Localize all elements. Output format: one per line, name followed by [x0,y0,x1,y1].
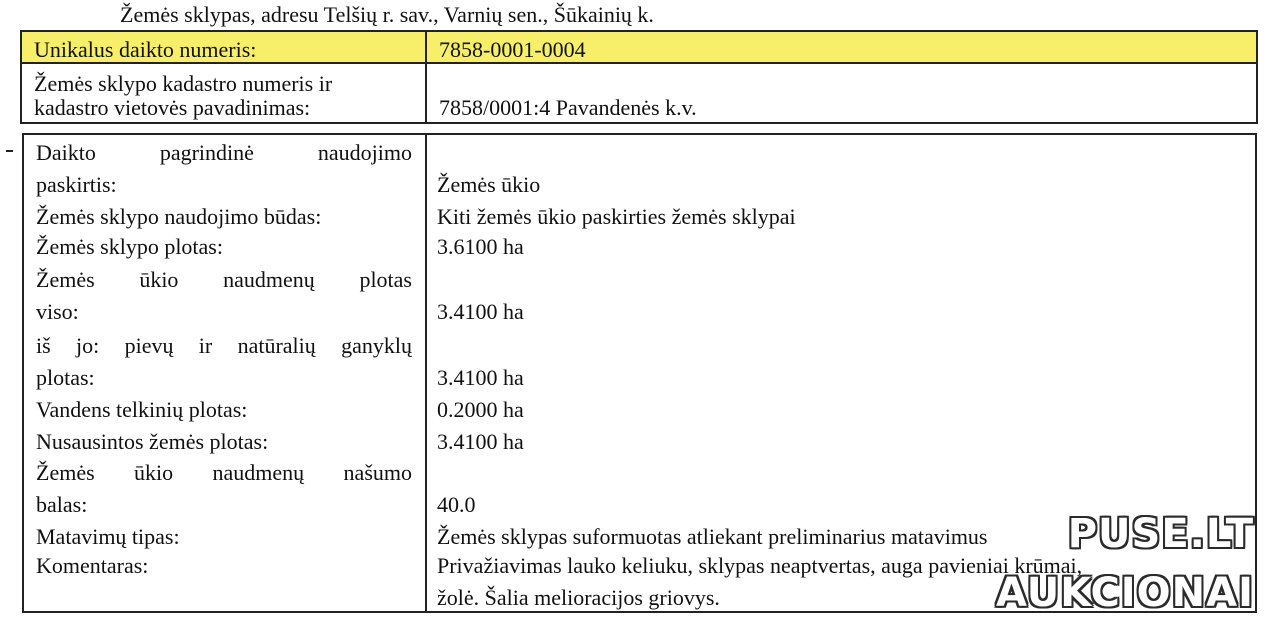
measurement-type-label: Matavimų tipas: [36,524,180,549]
main-purpose-label-line1: Daikto pagrindinė naudojimo [36,140,412,165]
meadow-label-line1: iš jo: pievų ir natūralių ganyklų [36,333,412,358]
cadastral-number-label: Žemės sklypo kadastro numeris ir kadastro vietovės pavadinimas: [21,63,426,123]
document-heading: Žemės sklypas, adresu Telšių r. sav., Varnių sen., Šūkainių k. [120,2,654,27]
table-row [21,31,1257,63]
margin-mark [6,150,13,152]
unique-number-label: Unikalus daikto numeris: [21,31,426,63]
watermark-line2: AUKCIONAI [996,570,1254,616]
main-purpose-value: Žemės ūkio [437,172,541,197]
unique-number-value: 7858-0001-0004 [426,31,1257,63]
comment-label: Komentaras: [36,553,149,578]
usage-method-value: Kiti žemės ūkio paskirties žemės sklypai [437,204,796,229]
table-row [21,63,1257,123]
agri-area-value: 3.4100 ha [437,299,524,324]
meadow-area-value: 3.4100 ha [437,365,524,390]
productivity-label-line2: balas: [36,492,88,517]
drained-area-label: Nusausintos žemės plotas: [36,429,269,454]
area-value: 3.6100 ha [437,234,524,259]
water-area-label: Vandens telkinių plotas: [36,397,248,422]
area-label: Žemės sklypo plotas: [36,234,223,259]
agri-area-label-line2: viso: [36,299,79,324]
details-divider [425,133,427,613]
comment-value-line2: žolė. Šalia melioracijos griovys. [437,585,720,610]
meadow-label-line2: plotas: [36,365,95,390]
cadastral-number-value: 7858/0001:4 Pavandenės k.v. [426,63,1257,123]
drained-area-value: 3.4100 ha [437,429,524,454]
measurement-type-value: Žemės sklypas suformuotas atliekant preliminarius matavimus [437,524,988,549]
usage-method-label: Žemės sklypo naudojimo būdas: [36,204,322,229]
main-purpose-label-line2: paskirtis: [36,172,117,197]
comment-value-line1: Privažiavimas lauko keliuku, sklypas neaptvertas, auga pavieniai krūmai, [437,553,1083,578]
productivity-value: 40.0 [437,492,476,517]
agri-area-label-line1: Žemės ūkio naudmenų plotas [36,267,412,292]
productivity-label-line1: Žemės ūkio naudmenų našumo [36,460,412,485]
watermark-line1: PUSE.LT [1067,511,1254,557]
water-area-value: 0.2000 ha [437,397,524,422]
identification-table [20,30,1258,124]
